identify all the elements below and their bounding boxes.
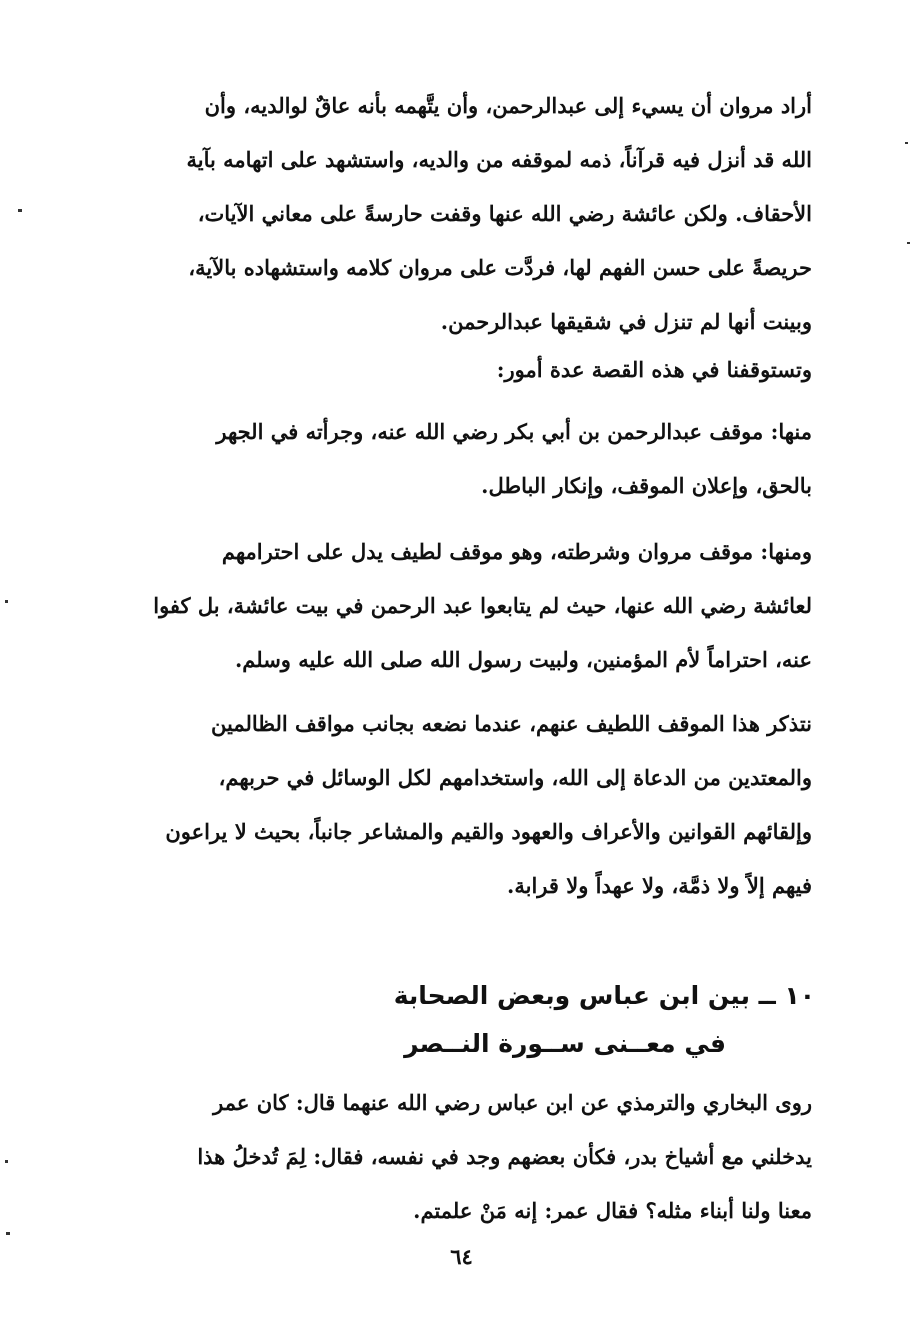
text-line: وبينت أنها لم تنزل في شقيقها عبدالرحمن. <box>440 309 812 334</box>
text-line: وتستوقفنا في هذه القصة عدة أمور: <box>496 357 812 382</box>
paragraph-marwan-stance <box>108 525 812 687</box>
scan-speck <box>907 242 910 244</box>
text-line: حريصةً على حسن الفهم لها، فردَّت على مروان كلامه واستشهاده بالآية، <box>188 255 812 280</box>
text-line: ومنها: موقف مروان وشرطته، وهو موقف لطيف يدل على احترامهم <box>221 539 812 564</box>
text-line: فيهم إلاً ولا ذمَّة، ولا عهداً ولا قرابة. <box>507 873 812 898</box>
scan-speck <box>5 1160 8 1163</box>
scan-speck <box>905 142 908 144</box>
text-line: يدخلني مع أشياخ بدر، فكأن بعضهم وجد في نفسه، فقال: لِمَ تُدخلُ هذا <box>197 1144 812 1169</box>
text-line: والمعتدين من الدعاة إلى الله، واستخدامهم لكل الوسائل في حربهم، <box>218 765 812 790</box>
text-line: وإلقائهم القوانين والأعراف والعهود والقيم والمشاعر جانباً، بحيث لا يراعون <box>165 819 812 844</box>
paragraph-reflection <box>108 697 812 913</box>
paragraph-marwan-accusation <box>108 79 812 349</box>
paragraph-lessons-intro <box>108 343 812 397</box>
text-line: بالحق، وإعلان الموقف، وإنكار الباطل. <box>481 473 812 498</box>
text-line: لعائشة رضي الله عنها، حيث لم يتابعوا عبد الرحمن في بيت عائشة، بل كفوا <box>153 593 812 618</box>
text-line: نتذكر هذا الموقف اللطيف عنهم، عندما نضعه بجانب مواقف الظالمين <box>211 711 812 736</box>
text-line: الله قد أنزل فيه قرآناً، ذمه لموقفه من والديه، واستشهد على اتهامه بآية <box>186 147 812 172</box>
section-heading-line-2: في معــنى ســورة النــصر <box>404 1029 726 1058</box>
text-line: منها: موقف عبدالرحمن بن أبي بكر رضي الله عنه، وجرأته في الجهر <box>216 419 812 444</box>
scan-speck <box>5 600 8 603</box>
page-number: ٦٤ <box>450 1244 473 1269</box>
paragraph-abdulrahman-stance <box>108 405 812 513</box>
scan-speck <box>18 209 22 212</box>
scan-speck <box>6 1232 10 1235</box>
text-line: معنا ولنا أبناء مثله؟ فقال عمر: إنه مَنْ علمتم. <box>413 1198 812 1223</box>
text-line: الأحقاف. ولكن عائشة رضي الله عنها وقفت حارسةً على معاني الآيات، <box>197 201 812 226</box>
text-line: روى البخاري والترمذي عن ابن عباس رضي الله عنهما قال: كان عمر <box>213 1090 812 1115</box>
paragraph-ibn-abbas-narration <box>108 1076 812 1238</box>
text-line: عنه، احتراماً لأم المؤمنين، ولبيت رسول الله صلى الله عليه وسلم. <box>234 647 812 672</box>
section-heading-line-1: ١٠ ــ بين ابن عباس وبعض الصحابة <box>393 981 815 1010</box>
text-line: أراد مروان أن يسيء إلى عبدالرحمن، وأن يتَّهمه بأنه عاقٌ لوالديه، وأن <box>204 93 812 118</box>
